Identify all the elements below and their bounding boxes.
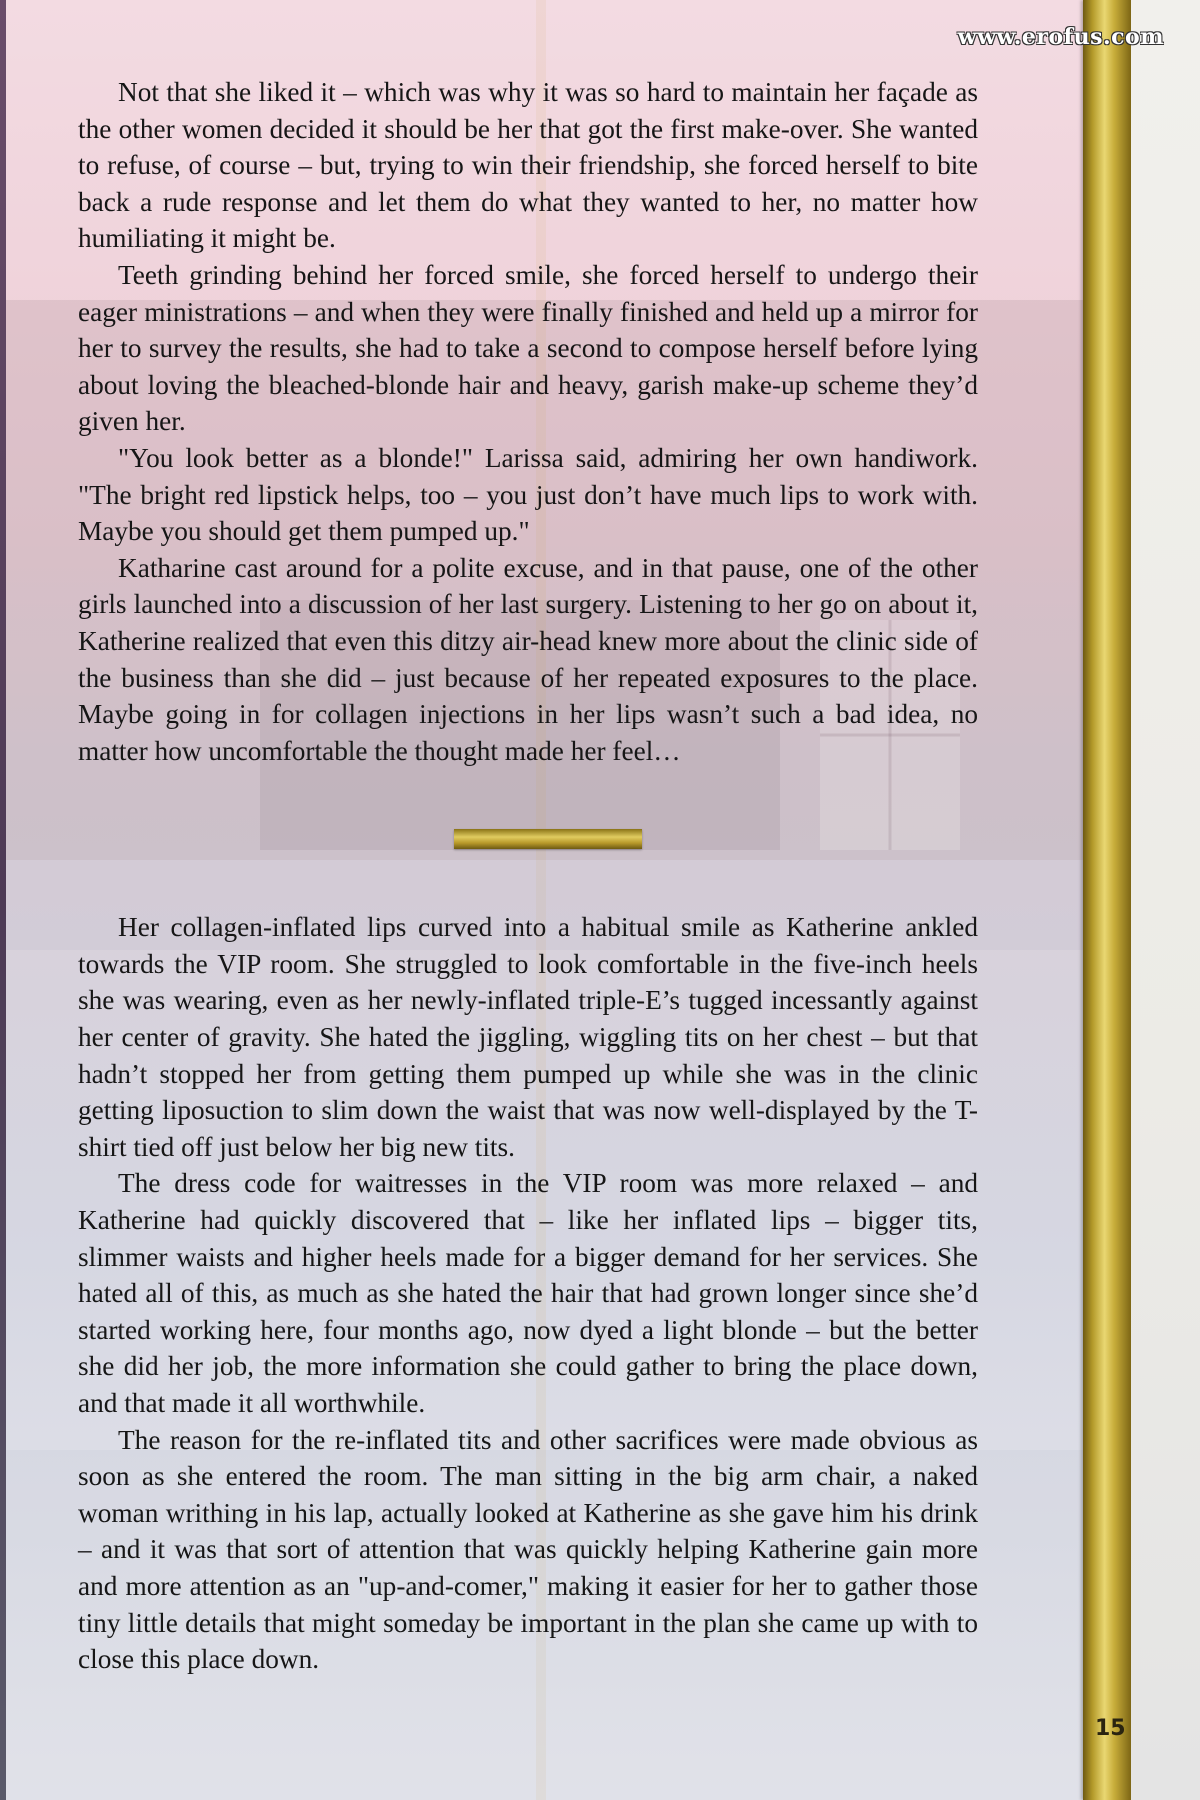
page-number: 15 — [1095, 1716, 1126, 1741]
gold-margin-bar — [1083, 0, 1131, 1800]
right-margin-strip — [1131, 0, 1200, 1800]
paragraph: The reason for the re-inflated tits and other sacrifices were made obvious as soon as she entered the room. The man sitting in the big arm chair, a naked woman writhing in his lap, actually looked at Katherine as she gave him his drink – and it was that sort of attention that was quickly helping Katherine gain more and more attention as an "up-and-comer," making it easier for her to gather those tiny little details that might someday be important in the plan she came up with to close this place down. — [78, 1424, 978, 1675]
left-page-edge — [0, 0, 6, 1800]
paragraph: Katharine cast around for a polite excuse, and in that pause, one of the other girls launched into a discussion of her last surgery. Listening to her go on about it, Katherine realized that even this ditzy air-head knew more about the clinic side of the business than she did – just because of her repeated exposures to the place. Maybe going in for collagen injections in her lips wasn’t such a bad idea, no matter how uncomfortable the thought made her feel… — [78, 552, 978, 766]
story-text-column — [78, 74, 978, 1678]
paragraph: Teeth grinding behind her forced smile, she forced herself to undergo their eager ministrations – and when they were finally finished and held up a mirror for her to survey the results, she had to take a second to compose herself before lying about loving the bleached-blonde hair and heavy, garish make-up scheme they’d given her. — [78, 259, 978, 437]
paragraph: "You look better as a blonde!" Larissa said, admiring her own handiwork. "The bright red lipstick helps, too – you just don’t have much lips to work with. Maybe you should get them pumped up." — [78, 442, 978, 547]
watermark-text: www.erofus.com — [957, 24, 1164, 50]
paragraph: The dress code for waitresses in the VIP room was more relaxed – and Katherine had quickly discovered that – like her inflated lips – bigger tits, slimmer waists and higher heels made for a bigger demand for her services. She hated all of this, as much as she hated the hair that had grown longer since she’d started working here, four months ago, now dyed a light blonde – but the better she did her job, the more information she could gather to bring the place down, and that made it all worthwhile. — [78, 1168, 978, 1418]
paragraph: Not that she liked it – which was why it was so hard to maintain her façade as the other women decided it should be her that got the first make-over. She wanted to refuse, of course – but, trying to win their friendship, she forced herself to bite back a rude response and let them do what they wanted to her, no matter how humiliating it might be. — [78, 77, 978, 254]
paragraph: Her collagen-inflated lips curved into a habitual smile as Katherine ankled towards the VIP room. She struggled to look comfortable in the five-inch heels she was wearing, even as her newly-inflated triple-E’s tugged incessantly against her center of gravity. She hated the jiggling, wiggling tits on her chest – but that hadn’t stopped her from getting them pumped up while she was in the clinic getting liposuction to slim down the waist that was now well-displayed by the T-shirt tied off just below her big new tits. — [78, 912, 978, 1162]
section-divider — [454, 829, 642, 849]
